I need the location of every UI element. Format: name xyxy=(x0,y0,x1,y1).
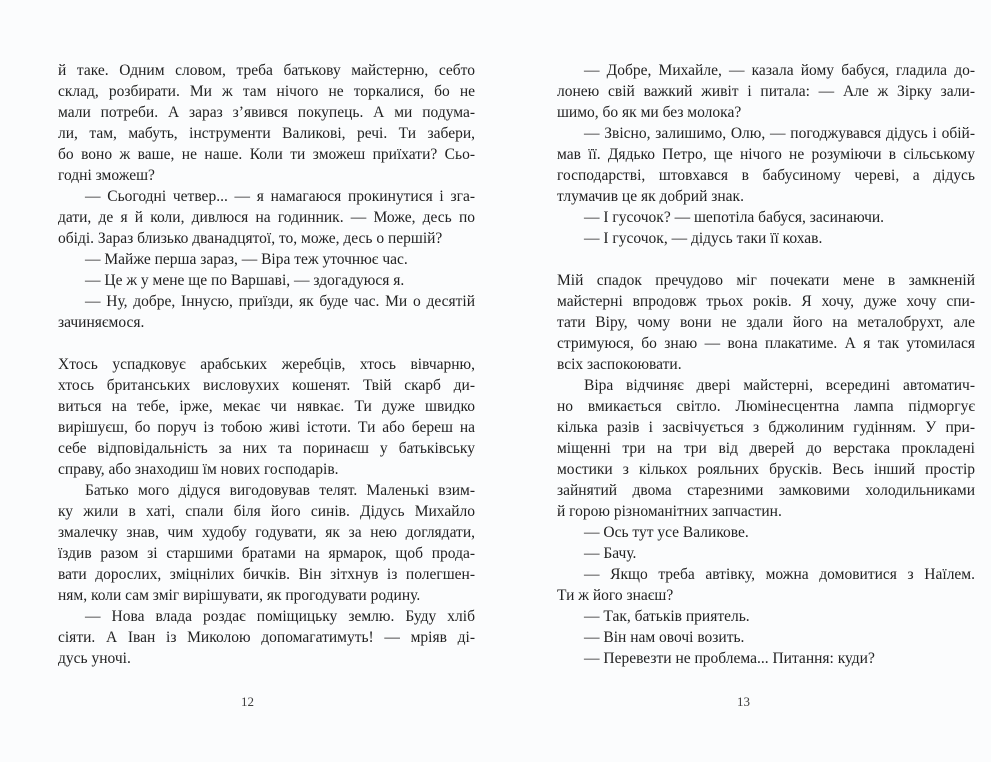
page-number-left: 12 xyxy=(241,694,254,709)
text-line-content: виться на тебе, ірже, мекає чи нявкає. Ти дуже швидко xyxy=(58,398,475,415)
paragraph xyxy=(58,606,475,669)
text-line-content: дати, де я й коли, дивлюся на годинник. — Може, десь по xyxy=(58,209,475,226)
paragraph xyxy=(557,228,975,249)
paragraph xyxy=(557,543,975,564)
text-line-content: ли, там, мабуть, інструменти Валикові, речі. Ти забери, xyxy=(58,125,475,142)
text-line-content: вати дорослих, зміцнілих бичків. Він зітхнув із полегшен- xyxy=(58,566,475,583)
text-line-content: хтось британських висловухих кошенят. Твій скарб ди- xyxy=(58,377,475,394)
text-line xyxy=(58,270,475,291)
text-line xyxy=(557,459,975,480)
paragraph xyxy=(58,270,475,291)
text-line-content: мав її. Дядько Петро, ще нічого не розуміючи в сільському xyxy=(557,146,975,163)
text-line xyxy=(557,438,975,459)
text-line-content: й горою різноманітних запчастин. xyxy=(557,503,782,520)
paragraph xyxy=(58,60,475,186)
text-line-content: Віра відчиняє двері майстерні, всередині автоматич- xyxy=(584,377,975,394)
text-line-content: мали потреби. А зараз з’явився покупець. А ми подума- xyxy=(58,104,475,121)
text-line-content: — Нова влада роздає поміщицьку землю. Буду хліб xyxy=(85,608,475,625)
text-line-content: годні зможеш? xyxy=(58,167,155,184)
text-line-content: — Якщо треба автівку, можна домовитися з Наїлем. xyxy=(584,566,975,583)
paragraph xyxy=(557,606,975,627)
text-line-content: лонею свій важкий живіт і питала: — Але ж Зірку зали- xyxy=(557,83,975,100)
text-line xyxy=(58,165,475,186)
text-line-content: кілька разів і засвічується з бджолиним гудінням. У при- xyxy=(557,419,975,436)
text-column-right xyxy=(557,60,975,669)
paragraph xyxy=(58,291,475,333)
paragraph xyxy=(557,627,975,648)
text-line xyxy=(557,207,975,228)
text-line-content: зайнятий двома старезними замковими холодильниками xyxy=(557,482,975,499)
text-line-content: — Добре, Михайле, — казала йому бабуся, гладила до- xyxy=(584,62,975,79)
text-line-content: дусь уночі. xyxy=(58,650,131,667)
text-line xyxy=(557,375,975,396)
text-line-content: — Він нам овочі возить. xyxy=(584,629,745,646)
page-left[interactable] xyxy=(0,0,495,762)
text-line xyxy=(557,270,975,291)
text-line xyxy=(557,606,975,627)
text-line xyxy=(557,480,975,501)
text-line xyxy=(557,522,975,543)
text-line-content: себе відповідальність за них та поринаєш у батьківську xyxy=(58,440,475,457)
text-line xyxy=(557,123,975,144)
text-line xyxy=(557,102,975,123)
paragraph xyxy=(557,60,975,123)
paragraph xyxy=(58,354,475,480)
paragraph xyxy=(557,648,975,669)
text-line xyxy=(58,459,475,480)
text-line-content: господарстві, штовхався в бабусиному череві, а дідусь xyxy=(557,167,975,184)
text-line xyxy=(58,144,475,165)
text-line-content: — Майже перша зараз, — Віра теж уточнює час. xyxy=(85,251,408,268)
text-column-left xyxy=(58,60,475,669)
text-line-content: Батько мого дідуся вигодовував телят. Маленькі взим- xyxy=(85,482,475,499)
text-line xyxy=(557,144,975,165)
paragraph xyxy=(557,522,975,543)
page-right[interactable] xyxy=(496,0,991,762)
text-line xyxy=(58,186,475,207)
text-line-content: — Це ж у мене ще по Варшаві, — здогадуюся я. xyxy=(85,272,405,289)
text-line xyxy=(58,648,475,669)
text-line xyxy=(58,375,475,396)
text-line xyxy=(58,207,475,228)
text-line-content: шимо, бо як ми без молока? xyxy=(557,104,742,121)
text-line xyxy=(58,249,475,270)
text-line-content: — Сьогодні четвер... — я намагаюся прокинутися і зга- xyxy=(85,188,475,205)
text-line xyxy=(557,627,975,648)
text-line xyxy=(557,564,975,585)
text-line xyxy=(557,648,975,669)
text-line-content: обіді. Зараз близько дванадцятої, то, може, десь о першій? xyxy=(58,230,443,247)
paragraph xyxy=(557,207,975,228)
text-line-content: — Звісно, залишимо, Олю, — погоджувався дідусь і обій- xyxy=(584,125,975,142)
text-line xyxy=(58,585,475,606)
text-line xyxy=(557,417,975,438)
text-line-content: — Бачу. xyxy=(584,545,637,562)
text-line xyxy=(557,354,975,375)
text-line xyxy=(557,396,975,417)
page-number-right: 13 xyxy=(737,694,750,709)
text-line xyxy=(58,396,475,417)
text-line xyxy=(557,60,975,81)
text-line xyxy=(58,102,475,123)
text-line xyxy=(58,312,475,333)
text-line xyxy=(557,585,975,606)
text-line-content: сіяти. А Іван із Миколою допомагатимуть! — мріяв ді- xyxy=(58,629,475,646)
text-line-content: — Ось тут усе Валикове. xyxy=(584,524,749,541)
text-line-content: майстерні впродовж трьох років. Я хочу, дуже хочу спи- xyxy=(557,293,975,310)
text-line-content: вирішуєш, бо поруч із тобою живі істоти. Ти або береш на xyxy=(58,419,475,436)
paragraph xyxy=(557,270,975,375)
text-line-content: но вмикається світло. Люмінесцентна лампа підморгує xyxy=(557,398,975,415)
text-line xyxy=(557,333,975,354)
text-line xyxy=(58,438,475,459)
text-line-content: й таке. Одним словом, треба батькову майстерню, себто xyxy=(58,62,475,79)
paragraph xyxy=(58,249,475,270)
text-line-content: — Ну, добре, Іннусю, приїзди, як буде час. Ми о десятій xyxy=(85,293,475,310)
text-line-content: справу, або знаходиш їм нових господарів. xyxy=(58,461,339,478)
text-line xyxy=(557,186,975,207)
text-line-content: тлумачив це як добрий знак. xyxy=(557,188,744,205)
paragraph-break xyxy=(58,333,475,354)
text-line-content: зачиняємося. xyxy=(58,314,145,331)
text-line xyxy=(58,81,475,102)
text-line-content: змалечку знав, чим худобу годувати, як за нею доглядати, xyxy=(58,524,475,541)
text-line-content: — Так, батьків приятель. xyxy=(584,608,750,625)
text-line-content: тати Віру, чому вони не здали його на металобрухт, але xyxy=(557,314,975,331)
text-line xyxy=(557,228,975,249)
paragraph xyxy=(557,375,975,522)
text-line xyxy=(58,501,475,522)
text-line xyxy=(58,60,475,81)
text-line xyxy=(58,291,475,312)
text-line xyxy=(58,228,475,249)
text-line-content: ням, коли сам зміг вирішувати, як прогодувати родину. xyxy=(58,587,421,604)
paragraph xyxy=(557,123,975,207)
text-line xyxy=(58,564,475,585)
text-line xyxy=(58,123,475,144)
paragraph xyxy=(58,480,475,606)
text-line-content: Хтось успадковує арабських жеребців, хтось вівчарню, xyxy=(58,356,475,373)
text-line xyxy=(58,627,475,648)
text-line-content: бо воно ж ваше, не наше. Коли ти зможеш приїхати? Сьо- xyxy=(58,146,475,163)
text-line-content: міщенні три на три від дверей до верстака прокладені xyxy=(557,440,975,457)
text-line xyxy=(557,312,975,333)
text-line-content: Мій спадок пречудово міг почекати мене в замкненій xyxy=(557,272,975,289)
text-line xyxy=(58,480,475,501)
text-line-content: Ти ж його знаєш? xyxy=(557,587,674,604)
paragraph xyxy=(58,186,475,249)
text-line-content: всіх заспокоювати. xyxy=(557,356,682,373)
text-line xyxy=(557,291,975,312)
text-line xyxy=(557,165,975,186)
text-line xyxy=(58,522,475,543)
text-line xyxy=(557,501,975,522)
text-line xyxy=(58,606,475,627)
text-line xyxy=(557,81,975,102)
text-line-content: склад, розбирати. Ми ж там нічого не торкалися, бо не xyxy=(58,83,475,100)
text-line xyxy=(58,417,475,438)
text-line-content: їздив разом зі старшими братами на ярмарок, щоб прода- xyxy=(58,545,475,562)
text-line-content: — І гусочок? — шепотіла бабуся, засинаючи. xyxy=(584,209,885,226)
text-line xyxy=(58,543,475,564)
text-line-content: ку жили в хаті, спали біля його синів. Дідусь Михайло xyxy=(58,503,475,520)
text-line-content: — Перевезти не проблема... Питання: куди? xyxy=(584,650,875,667)
text-line xyxy=(58,354,475,375)
text-line xyxy=(557,543,975,564)
text-line-content: стримуюся, бо знаю — вона плакатиме. А я так утомилася xyxy=(557,335,975,352)
text-line-content: мостики з кількох рояльних брусків. Весь інший простір xyxy=(557,461,975,478)
paragraph-break xyxy=(557,249,975,270)
text-line-content: — І гусочок, — дідусь таки її кохав. xyxy=(584,230,823,247)
paragraph xyxy=(557,564,975,606)
